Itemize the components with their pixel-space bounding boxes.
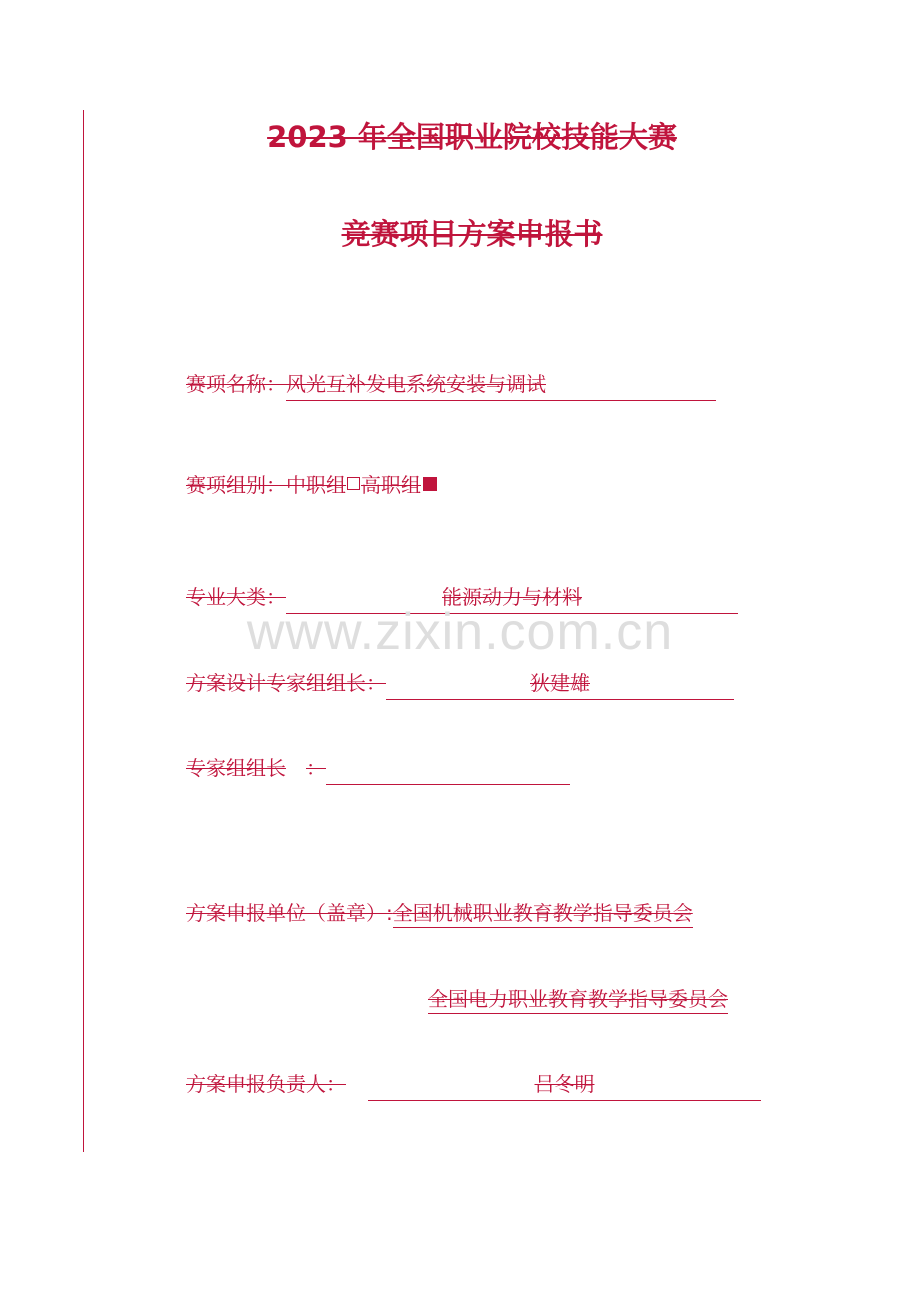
design-leader-label: 方案设计专家组组长： (186, 671, 386, 695)
applicant-unit-value1: 全国机械职业教育教学指导委员会 (393, 899, 693, 928)
event-group-option-higher: 高职组 (361, 473, 421, 497)
applicant-person-field[interactable] (368, 1070, 761, 1101)
higher-checkbox-checked[interactable] (423, 477, 437, 491)
document-title-line1: 2023 年全国职业院校技能大赛 (267, 120, 677, 154)
design-leader-row (186, 669, 734, 700)
applicant-person-label: 方案申报负责人： (186, 1072, 346, 1096)
event-group-row (186, 471, 437, 499)
expert-leader-colon: ： (306, 756, 326, 780)
event-name-label: 赛项名称： (186, 372, 286, 396)
applicant-person-row (186, 1070, 761, 1101)
applicant-unit-row (186, 899, 693, 928)
event-group-option-secondary: 中职组 (286, 473, 346, 497)
applicant-unit-row2 (428, 985, 728, 1014)
expert-leader-label: 专家组组长 (186, 756, 286, 780)
event-name-value: 风光互补发电系统安装与调试 (286, 372, 546, 396)
major-category-field[interactable] (286, 583, 738, 614)
document-title-line2: 竞赛项目方案申报书 (341, 217, 603, 251)
expert-leader-field[interactable] (326, 754, 570, 785)
major-category-value: 能源动力与材料 (442, 585, 582, 609)
expert-leader-row (186, 754, 570, 785)
event-group-label: 赛项组别： (186, 473, 286, 497)
secondary-checkbox-unchecked[interactable] (347, 477, 360, 490)
major-category-row (186, 583, 738, 614)
design-leader-value: 狄建雄 (530, 671, 590, 695)
event-name-row (186, 370, 716, 401)
applicant-unit-label: 方案申报单位（盖章）: (186, 901, 393, 925)
margin-line (83, 110, 84, 1152)
applicant-unit-value2: 全国电力职业教育教学指导委员会 (428, 985, 728, 1014)
watermark: www.zixin.com.cn (246, 603, 674, 661)
event-name-field[interactable] (286, 370, 716, 401)
applicant-person-value: 吕冬明 (534, 1072, 595, 1096)
major-category-label: 专业大类： (186, 585, 286, 609)
design-leader-field[interactable] (386, 669, 734, 700)
